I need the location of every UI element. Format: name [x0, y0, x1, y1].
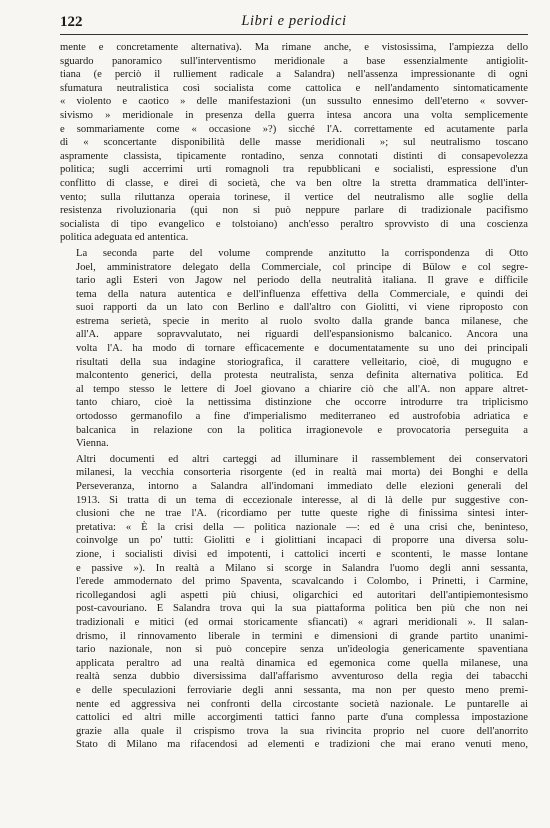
text-line: nente ed aggressiva nei confronti della circostante società nazionale. Le puntarelle ai	[76, 698, 528, 710]
text-line: politica; sugli accerrimi urti romagnoli tra repubblicani e socialisti, espressione d'un	[60, 164, 528, 176]
paragraph	[60, 453, 528, 752]
text-line: Joel, amministratore delegato della Commerciale, col principe di Bülow e col segre-	[76, 261, 528, 273]
text-line: vento; sulla riluttanza operaia torinese, il vertice del neutralismo alle soglie della	[60, 191, 528, 203]
text-line: tanto chiaro, cioè la nettissima distinzione che occorre introdurre tra triplicismo	[76, 397, 528, 409]
text-line: grazie alla quale il crispismo trova la sua rivincita proprio nel cuore dell'anorrito	[76, 725, 528, 737]
text-line: di « sconcertante disponibilità delle masse meridionali »; sul neutralismo toscano	[60, 137, 528, 149]
text-line: all'A. appare sopravvalutato, nei riguardi dell'espansionismo balcanico. Ancora una	[76, 329, 528, 341]
text-line: l'erede ammodernato del primo Spaventa, scavalcando i Colombo, i Prinetti, i Carmine,	[76, 576, 528, 588]
text-line: tema della natura autentica e dell'influenza effettiva della Commerciale, e quindi dei	[76, 288, 528, 300]
text-line: Altri documenti ed altri carteggi ad illuminare il rassemblement dei conservatori	[76, 453, 528, 465]
text-line: suoi rapporti da un lato con Berlino e dall'altro con Giolitti, vi viene riproposto con	[76, 302, 528, 314]
text-line: ricollegandosi agli aspetti più chiusi, oligarchici ed autoritari dell'antipiemontesismo	[76, 589, 528, 601]
text-line: drismo, il rinnovamento liberale in termini e dimensioni di grande partito unanimi-	[76, 630, 528, 642]
text-line: sfumatura neutralistica così socialista come cattolica e nell'andamento sintomaticamente	[60, 82, 528, 94]
text-line: La seconda parte del volume comprende anzitutto la corrispondenza di Otto	[76, 247, 528, 259]
text-line: conflitto di classe, e direi di società, che va ben oltre la stretta drammatica dell'inter-	[60, 177, 528, 189]
text-line: e sommariamente come « occasione »?) sicché l'A. correttamente ed acutamente parla	[60, 123, 528, 135]
text-line: e delle speculazioni ferroviarie degli anni sessanta, ma non per questo meno premi-	[76, 684, 528, 696]
text-line: malcontento generici, della protesta neutralista, senza definita alternativa politica. Ed	[76, 370, 528, 382]
text-line: cattolici ed altri mille accorgimenti tattici fanno parte d'una complessa impostazione	[76, 712, 528, 724]
text-line: resistenza rivoluzionaria (qui non si può neppure parlare di tradizionale pacifismo	[60, 205, 528, 217]
text-line: estrema serietà, specie in merito al ruolo svolto dalla grande banca milanese, che	[76, 315, 528, 327]
text-line: ortodosso germanofilo a fine d'imperialismo mediterraneo ed austrofobia adriatica e	[76, 411, 528, 423]
text-line: coinvolge un po' tutti: Giolitti e i giolittiani incapaci di proporre una diversa solu-	[76, 535, 528, 547]
text-line: 1913. Si tratta di un tema di eccezionale interesse, al di là delle pur suggestive con-	[76, 494, 528, 506]
text-line: aspramente classista, tipicamente rontadino, senza connotati distinti di consapevolezza	[60, 150, 528, 162]
text-line: sguardo panoramico sull'interventismo meridionale a base essenzialmente antigiolit-	[60, 55, 528, 67]
text-line: realtà senza dubbio diversissima dall'affarismo avventuroso della regìa dei tabacchi	[76, 671, 528, 683]
text-line: al tempo stesso le lettere di Joel giovano a chiarire ciò che all'A. non appare altret-	[76, 383, 528, 395]
text-line: tradizionali e mitici (ed ormai storicamente sfiancati) « agrari meridionali ». Il salan-	[76, 616, 528, 628]
text-line: zione, i socialisti divisi ed impotenti, i cattolici incerti e scontenti, le masse lontane	[76, 548, 528, 560]
text-line: tiana (e perciò il rullìement radicale a Salandra) nell'assenza impressionante di ogni	[60, 69, 528, 81]
page-number: 122	[60, 14, 83, 30]
body-text	[60, 41, 528, 752]
text-line: pretativa: « È la crisi della — politica nazionale —: ed è una crisi che, beninteso,	[76, 521, 528, 533]
text-line: sivismo » meridionale in presenza della guerra intesa ancora una volta semplicemente	[60, 109, 528, 121]
text-line: Perseveranza, intorno a Salandra all'indomani immediato delle elezioni generali del	[76, 481, 528, 492]
paragraph	[60, 247, 528, 451]
text-line: tario agli Esteri von Jagow nel periodo della neutralità italiana. Il grave e difficile	[76, 275, 528, 287]
text-line: balcanica in relazione con la politica irragionevole e provocatoria perseguita a	[76, 424, 528, 436]
text-line: milanesi, la vecchia consorteria risorgente (ed in realtà mai morta) dei Bonghi e della	[76, 467, 528, 479]
running-title: Libri e periodici	[241, 13, 347, 29]
text-line: post-cavouriano. E Salandra trova qui la sua piattaforma politica ben più che non nei	[76, 603, 528, 615]
text-line: politica adeguata ed antentica.	[60, 232, 189, 244]
text-line: volta l'A. ha modo di tornare efficacemente e documentatamente su uno dei principali	[76, 343, 528, 355]
page-header	[60, 10, 528, 35]
text-line: e passive »). In realtà a Milano si scorge in Salandra l'uomo degli anni sessanta,	[76, 562, 528, 574]
text-line: Stato di Milano ma rifacendosi ad elementi e tradizioni che mai erano venuti meno,	[76, 739, 528, 751]
text-line: applicata peraltro ad una realtà dinamica ed egemonica come quella milanese, una	[76, 657, 528, 669]
text-line: socialista di tipo evangelico e tolstoiano) anch'esso peraltro sprovvisto di una coscienza	[60, 218, 528, 230]
text-line: tario nazionale, non si può concepire senza un'ideologia genericamente spaventiana	[76, 644, 528, 656]
text-line: clusioni che ne trae l'A. (ricordiamo per tutte queste righe di finissima sintesi inter-	[76, 508, 528, 520]
text-line: « violento e caotico » delle manifestazioni (un sussulto ennesimo dell'eterno « sovver-	[60, 96, 528, 108]
text-line: risultati della sua indagine storiografica, il carattere velleitario, cioè, di mugugno e	[76, 356, 528, 368]
text-line: Vienna.	[76, 438, 109, 450]
text-line: mente e concretamente alternativa). Ma rimane anche, e vistosissima, l'ampiezza dello	[60, 42, 528, 53]
paragraph	[60, 41, 528, 245]
